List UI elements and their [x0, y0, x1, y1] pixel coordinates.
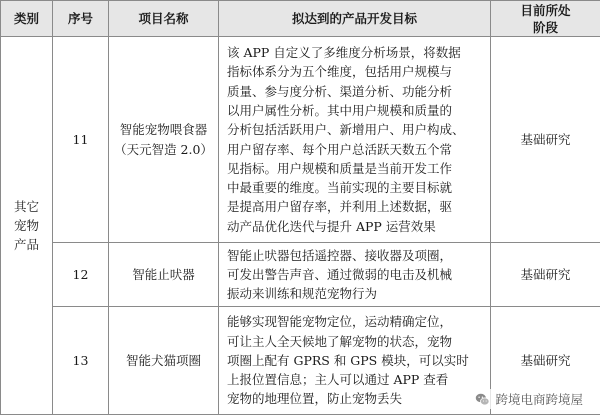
goal-line: 以用户属性分析。其中用户规模和质量的 [227, 102, 453, 118]
goal-line: 动产品优化迭代与提升 APP 运营效果 [227, 218, 436, 234]
project-name-line: 智能宠物喂食器 [119, 122, 208, 138]
header-goal: 拟达到的产品开发目标 [219, 1, 491, 37]
stage-cell: 基础研究 [491, 307, 600, 415]
goal-cell [219, 243, 491, 307]
project-name-line: （天元智造 2.0） [114, 141, 213, 157]
header-category: 类别 [1, 1, 53, 37]
goal-line: 是提高用户留存率，并利用上述数据，驱 [227, 199, 453, 215]
header-seq: 序号 [53, 1, 109, 37]
goal-line: 见指标。用户规模和质量是当前开发工作 [227, 160, 453, 176]
project-name-cell [109, 37, 219, 243]
watermark [472, 389, 586, 409]
goal-line: 该 APP 自定义了多维度分析场景，将数据 [227, 45, 461, 61]
project-name-cell [109, 307, 219, 415]
goal-line: 智能止吠器包括遥控器、接收器及项圈， [227, 247, 453, 263]
project-name-line: 智能犬猫项圈 [125, 352, 201, 368]
stage-cell: 基础研究 [491, 37, 600, 243]
goal-line: 能够实现智能宠物定位，运动精确定位， [227, 314, 453, 330]
goal-line: 中最重要的维度。当前实现的主要目标就 [227, 180, 453, 196]
goal-line: 可发出警告声音、通过微弱的电击及机械 [227, 266, 453, 282]
goal-cell [219, 307, 491, 415]
seq-cell: 13 [53, 307, 109, 415]
goal-line: 用户留存率、每个用户总活跃天数五个常 [227, 141, 453, 157]
goal-line: 上报位置信息；主人可以通过 APP 查看 [227, 372, 449, 388]
goal-cell [219, 37, 491, 243]
wechat-icon [475, 392, 490, 407]
header-project: 项目名称 [109, 1, 219, 37]
goal-line: 振动来训练和规范宠物行为 [227, 286, 378, 302]
category-cell: 其它 宠物 产品 [1, 37, 53, 415]
project-name-line: 智能止吠器 [132, 266, 195, 282]
project-name-cell [109, 243, 219, 307]
header-stage: 目前所处 阶段 [491, 1, 600, 37]
goal-line: 分析包括活跃用户、新增用户、用户构成、 [227, 122, 465, 138]
table-row [1, 37, 600, 243]
goal-line: 可让主人全天候地了解宠物的状态，宠物 [227, 333, 453, 349]
stage-cell: 基础研究 [491, 243, 600, 307]
goal-line: 指标体系分为五个维度，包括用户规模与 [227, 64, 453, 80]
header-row [1, 1, 600, 37]
goal-line: 宠物的地理位置，防止宠物丢失 [227, 391, 403, 407]
watermark-text: 跨境电商跨境屋 [495, 392, 583, 407]
seq-cell: 11 [53, 37, 109, 243]
table-row [1, 243, 600, 307]
seq-cell: 12 [53, 243, 109, 307]
goal-line: 质量、参与度分析、渠道分析、功能分析 [227, 83, 453, 99]
goal-line: 项圈上配有 GPRS 和 GPS 模块，可以实时 [227, 352, 469, 368]
